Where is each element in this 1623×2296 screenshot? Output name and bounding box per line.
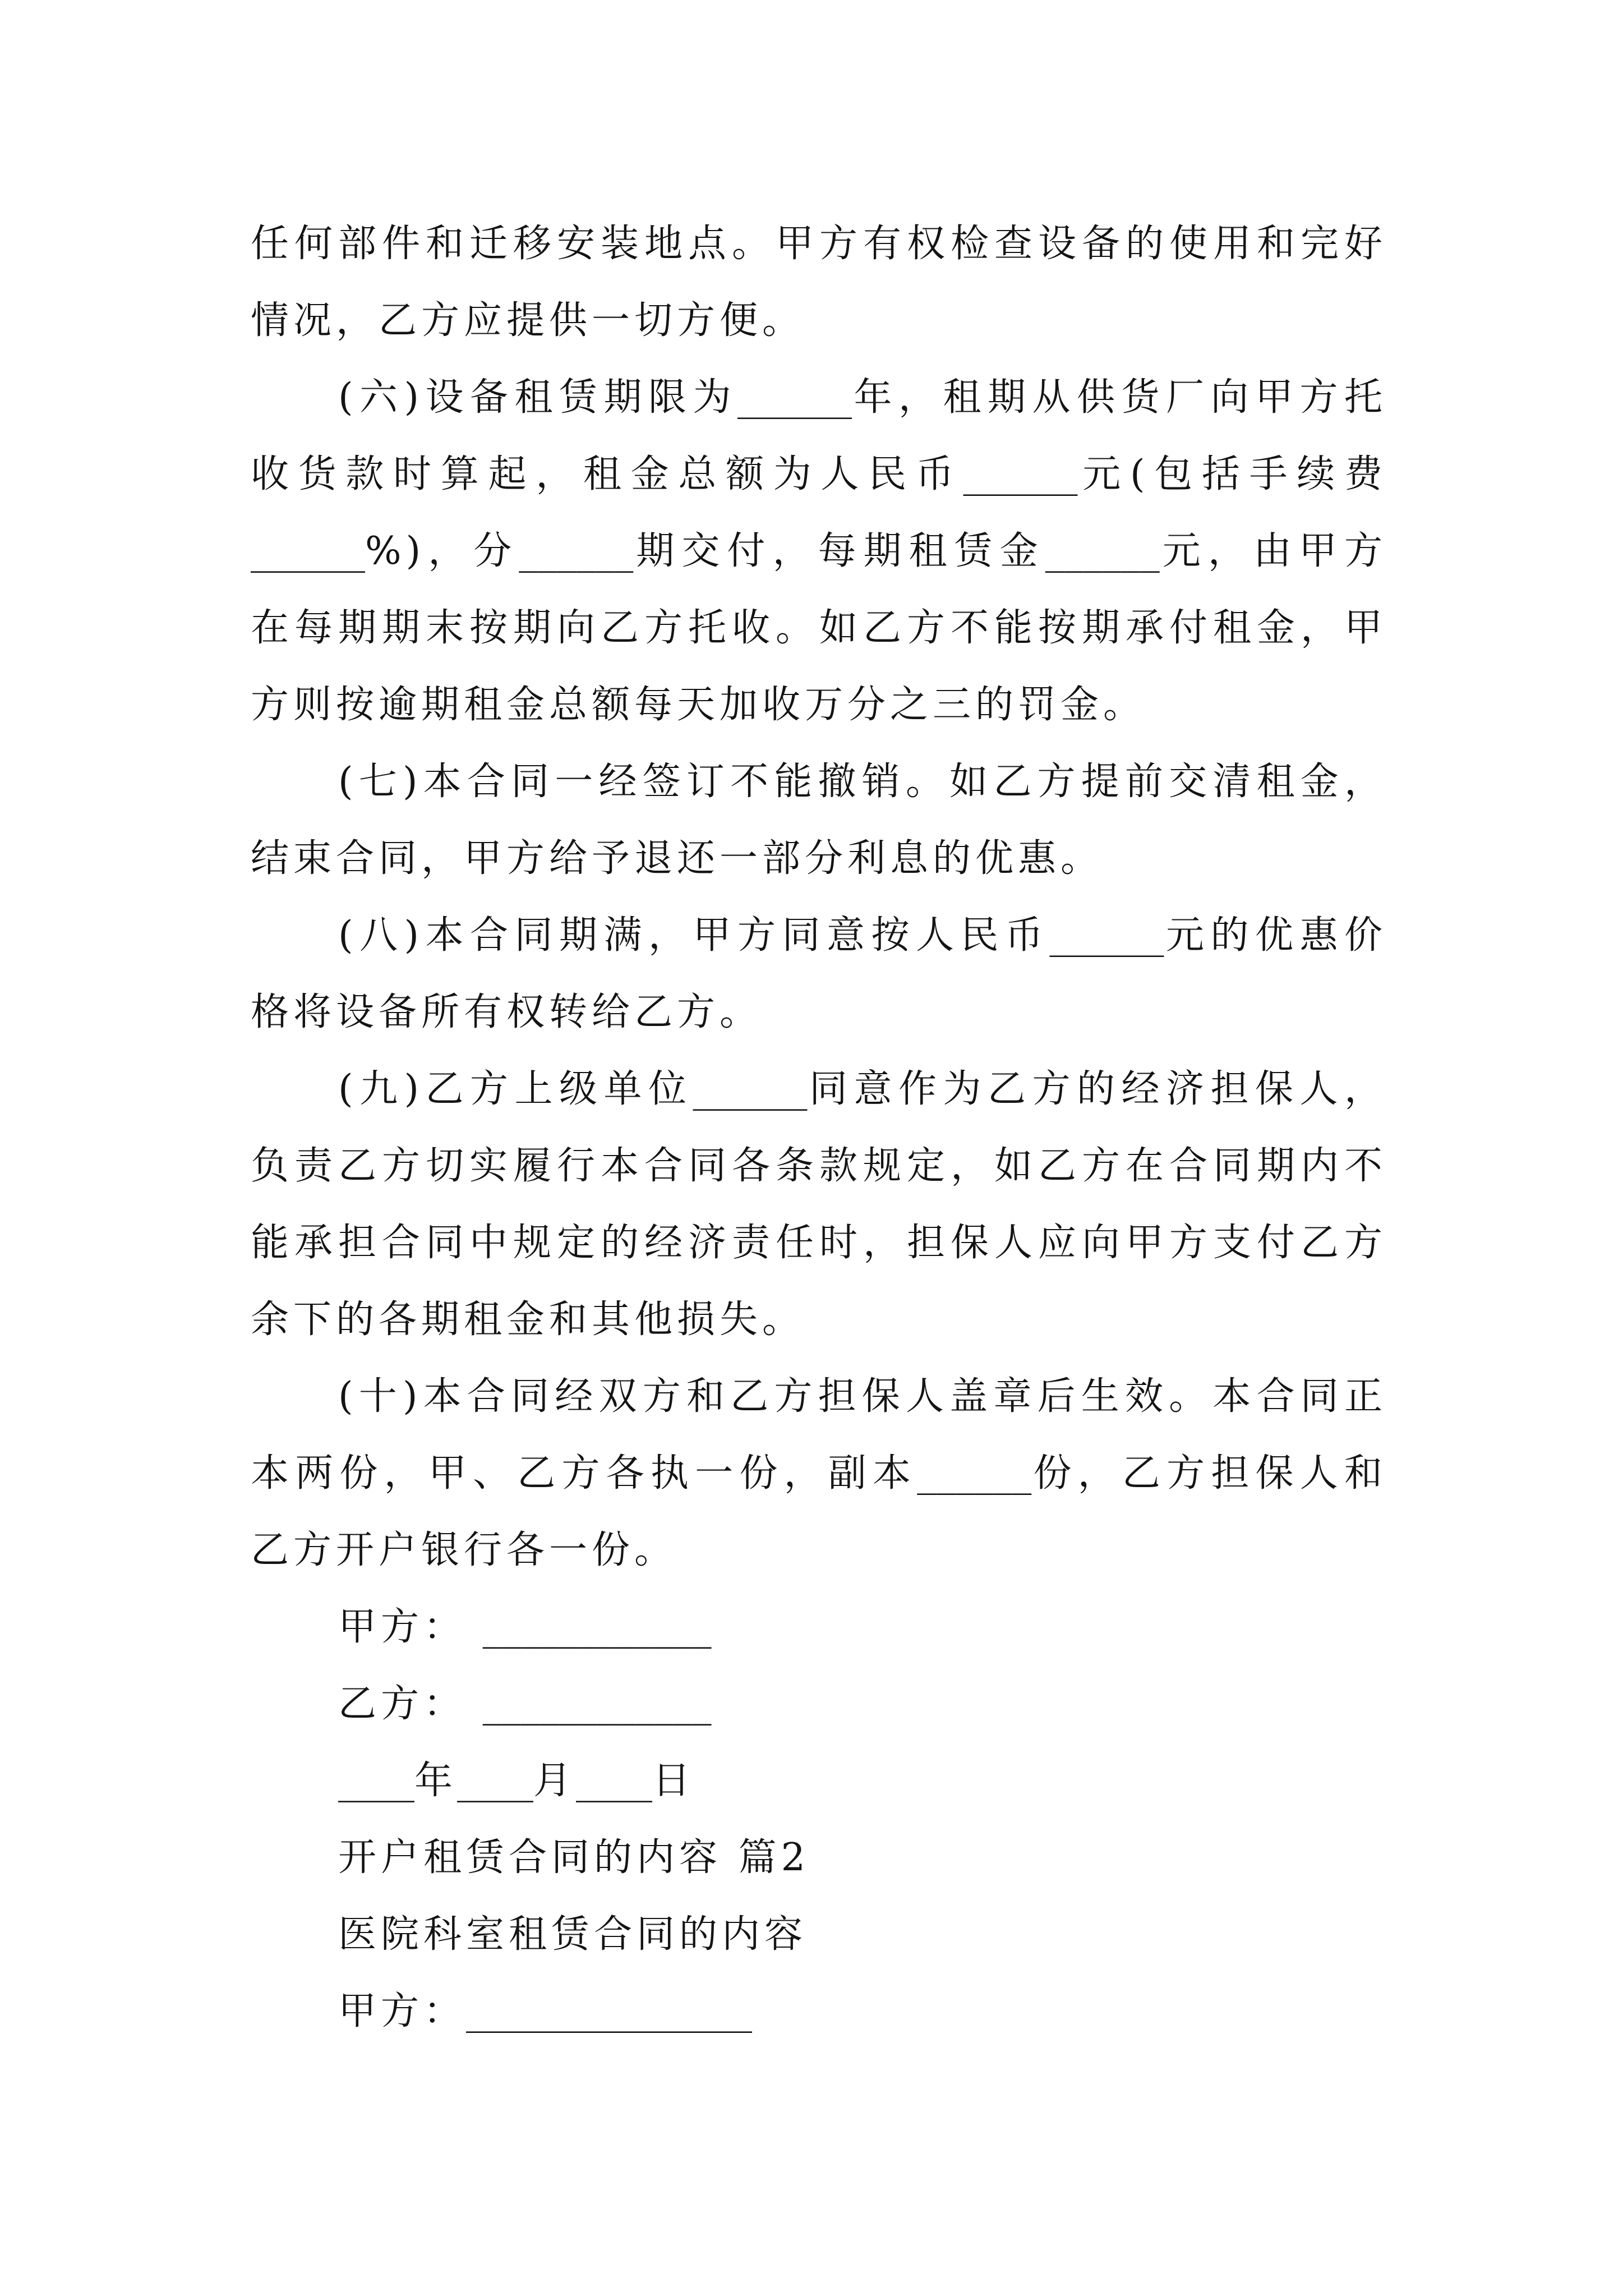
blank-field: ______	[519, 529, 634, 573]
blank-field: ____	[576, 1759, 653, 1803]
party-a-signature: 甲方： ____________	[338, 1605, 712, 1649]
blank-field: ____	[457, 1759, 534, 1803]
blank-field: ______	[917, 1451, 1032, 1496]
clause-6	[251, 359, 1387, 743]
text-line: 在每期期末按期向乙方托收。如乙方不能按期承付租金，甲	[251, 606, 1387, 650]
text-line: 能承担合同中规定的经济责任时，担保人应向甲方支付乙方	[251, 1221, 1387, 1265]
clause-7	[251, 743, 1387, 897]
contract-title: 医院科室租赁合同的内容	[338, 1912, 808, 1957]
blank-field: ______	[963, 452, 1078, 496]
text-line: 收货款时算起，租金总额为人民币______元(包括手续费	[251, 452, 1387, 496]
blank-field: _______________	[466, 1989, 753, 2033]
text-line: 格将设备所有权转给乙方。	[251, 990, 763, 1034]
continuation-paragraph	[251, 205, 1387, 359]
blank-field: ______	[1049, 913, 1164, 958]
text-line: 本两份，甲、乙方各执一份，副本______份，乙方担保人和	[251, 1451, 1387, 1496]
text-line: 余下的各期租金和其他损失。	[251, 1297, 805, 1342]
signature-block	[251, 1589, 1387, 1819]
text-line: (九)乙方上级单位______同意作为乙方的经济担保人，	[338, 1067, 1387, 1111]
text-line: ______%)，分______期交付，每期租赁金______元，由甲方	[251, 529, 1387, 573]
party-a-field: 甲方：_______________	[338, 1989, 753, 2033]
text-line: (六)设备租赁期限为______年，租期从供货厂向甲方托	[338, 375, 1387, 420]
text-line: 方则按逾期租金总额每天加收万分之三的罚金。	[251, 683, 1146, 727]
blank-field: ____________	[482, 1605, 712, 1649]
text-line: 乙方开户银行各一份。	[251, 1528, 677, 1572]
clause-10	[251, 1358, 1387, 1589]
text-line: 情况，乙方应提供一切方便。	[251, 298, 805, 343]
blank-field: ______	[693, 1067, 808, 1111]
text-line: (八)本合同期满，甲方同意按人民币______元的优惠价	[338, 913, 1387, 958]
signature-date: ____年____月____日	[338, 1759, 695, 1803]
blank-field: ______	[1045, 529, 1160, 573]
blank-field: ______	[737, 375, 852, 420]
clause-9	[251, 1051, 1387, 1358]
blank-field: ______	[251, 529, 365, 573]
text-line: 任何部件和迁移安装地点。甲方有权检查设备的使用和完好	[251, 222, 1387, 266]
text-line: 负责乙方切实履行本合同各条款规定，如乙方在合同期内不	[251, 1144, 1387, 1188]
blank-field: ____	[338, 1759, 414, 1803]
next-section	[251, 1819, 1387, 2050]
text-line: (七)本合同一经签订不能撤销。如乙方提前交清租金，	[338, 760, 1387, 804]
section-heading: 开户租赁合同的内容 篇2	[338, 1835, 810, 1880]
blank-field: ____________	[482, 1682, 712, 1726]
party-b-signature: 乙方： ____________	[338, 1682, 712, 1726]
clause-8	[251, 897, 1387, 1051]
text-line: (十)本合同经双方和乙方担保人盖章后生效。本合同正	[338, 1374, 1387, 1419]
text-line: 结束合同，甲方给予退还一部分利息的优惠。	[251, 836, 1104, 881]
